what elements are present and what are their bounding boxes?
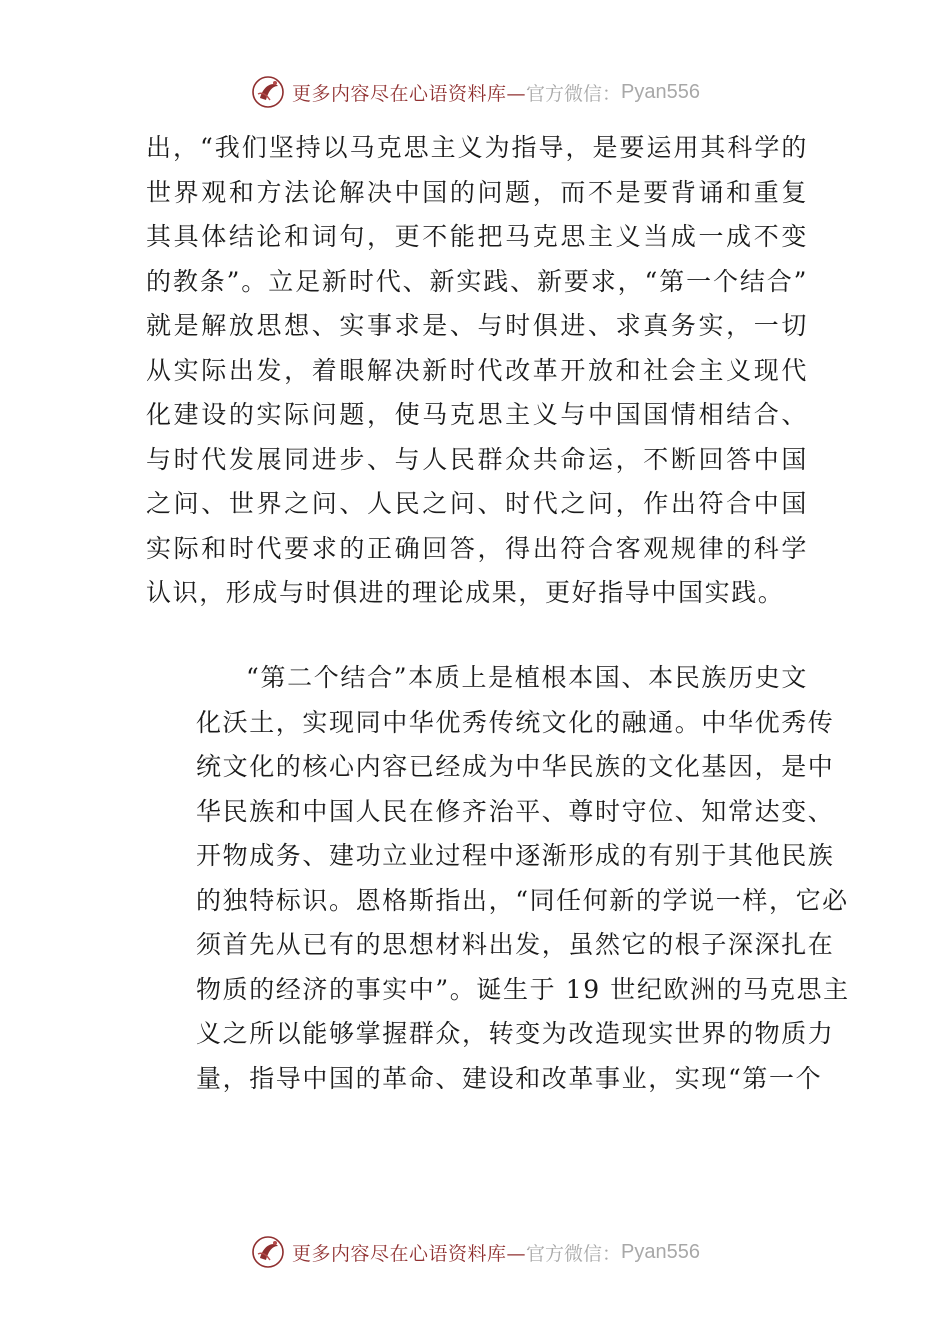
text-line: 化建设的实际问题，使马克思主义与中国国情相结合、 — [146, 400, 808, 429]
banner-wechat-label: 官方微信： — [526, 1242, 622, 1265]
text-line: 物质的经济的事实中”。诞生于 19 世纪欧洲的马克思主 — [196, 974, 850, 1004]
text-line: 化沃土，实现同中华优秀传统文化的融通。中华优秀传 — [196, 707, 835, 737]
text-line: 认识，形成与时俱进的理论成果，更好指导中国实践。 — [146, 578, 785, 607]
text-line: 出，“我们坚持以马克思主义为指导，是要运用其科学的 — [146, 133, 808, 162]
text-line: 世界观和方法论解决中国的问题，而不是要背诵和重复 — [146, 177, 808, 207]
logo-icon — [250, 74, 286, 110]
text-line: 的教条”。立足新时代、新实践、新要求，“第一个结合” — [146, 266, 808, 296]
footer-banner[interactable] — [0, 1232, 950, 1272]
banner-text: 更多内容尽在心语资料库— — [292, 1242, 527, 1265]
text-line: 就是解放思想、实事求是、与时俱进、求真务实，一切 — [146, 311, 808, 340]
banner-text: 更多内容尽在心语资料库— — [292, 82, 527, 105]
text-line: 的独特标识。恩格斯指出，“同任何新的学说一样，它必 — [196, 885, 849, 915]
logo-icon — [250, 1234, 286, 1270]
text-line: 华民族和中国人民在修齐治平、尊时守位、知常达变、 — [196, 796, 835, 826]
banner-wechat-id: Pyan556 — [621, 1240, 700, 1263]
text-line: 其具体结论和词句，更不能把马克思主义当成一成不变 — [146, 222, 808, 251]
text-line: 须首先从已有的思想材料出发，虽然它的根子深深扎在 — [196, 930, 835, 959]
text-line: 量，指导中国的革命、建设和改革事业，实现“第一个 — [196, 1063, 823, 1093]
text-line: 与时代发展同进步、与人民群众共命运，不断回答中国 — [146, 444, 808, 474]
text-line: 义之所以能够掌握群众，转变为改造现实世界的物质力 — [196, 1019, 835, 1048]
text-line: 开物成务、建功立业过程中逐渐形成的有别于其他民族 — [196, 841, 835, 870]
text-line: “第二个结合”本质上是植根本国、本民族历史文 — [246, 663, 808, 692]
text-line: 实际和时代要求的正确回答，得出符合客观规律的科学 — [146, 533, 808, 563]
text-line: 之问、世界之问、人民之问、时代之问，作出符合中国 — [146, 489, 808, 518]
paragraph-2 — [146, 656, 850, 1101]
header-banner[interactable] — [0, 72, 950, 112]
banner-wechat-label: 官方微信： — [526, 82, 622, 105]
text-line: 从实际出发，着眼解决新时代改革开放和社会主义现代 — [146, 355, 808, 385]
banner-wechat-id: Pyan556 — [621, 80, 700, 103]
paragraph-1 — [146, 126, 808, 616]
text-line: 统文化的核心内容已经成为中华民族的文化基因，是中 — [196, 752, 835, 781]
